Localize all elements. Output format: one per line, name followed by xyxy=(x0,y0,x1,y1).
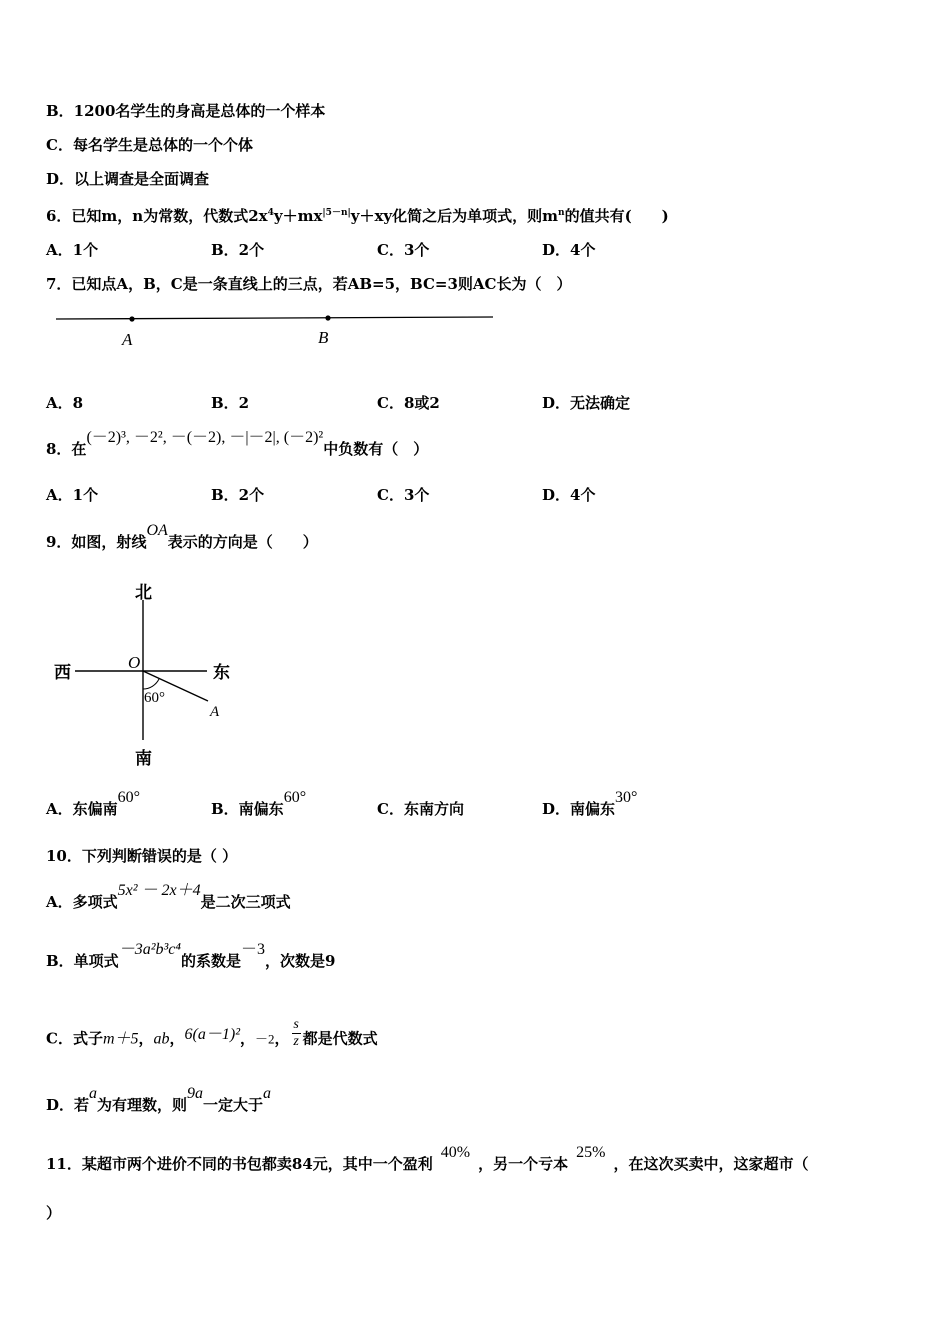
q10-d-var-a-2: a xyxy=(263,1085,272,1102)
q11-loss-percent: 25% xyxy=(576,1144,606,1161)
q7-label-b: B xyxy=(318,328,329,347)
q7-option-a: A．8 xyxy=(46,394,84,412)
q10-option-a xyxy=(46,882,291,913)
q10-a-prefix: A．多项式 xyxy=(46,893,118,911)
q9-option-b-label: B．南偏东 xyxy=(211,800,284,818)
q9-angle-label: 60° xyxy=(144,690,165,706)
q7-option-b: B．2 xyxy=(211,394,250,412)
q9-option-a-degree: 60° xyxy=(117,789,141,806)
q10-b-suffix: ，次数是9 xyxy=(264,952,336,970)
q6-exponent: |5－n| xyxy=(322,208,351,218)
q5-option-c: C．每名学生是总体的一个个体 xyxy=(46,136,253,154)
q10-d-9a: 9a xyxy=(187,1085,204,1102)
q8-prefix: 8．在 xyxy=(46,440,87,458)
q9-point-a-label: A xyxy=(210,704,220,720)
q10-a-suffix: 是二次三项式 xyxy=(200,893,291,911)
q6-option-a: A．1个 xyxy=(46,241,99,259)
q5-option-b: B．1200名学生的身高是总体的一个样本 xyxy=(46,102,326,120)
q9-option-a-label: A．东偏南 xyxy=(46,800,118,818)
q6-stem-part: y＋xy化简之后为单项式，则m xyxy=(350,207,559,225)
q9-east-label: 东 xyxy=(213,663,230,683)
q8-option-b: B．2个 xyxy=(211,486,265,504)
q10-option-b xyxy=(46,941,336,972)
q9-west-label: 西 xyxy=(54,663,71,683)
q6-stem-part: 的值共有( ) xyxy=(564,207,669,225)
q10-b-prefix: B．单项式 xyxy=(46,952,119,970)
q9-option-a xyxy=(46,789,141,820)
q10-c-numerator: s xyxy=(293,1017,299,1032)
q9-north-label: 北 xyxy=(135,583,152,603)
q8-option-c: C．3个 xyxy=(377,486,430,504)
q10-option-d xyxy=(46,1085,272,1116)
q10-b-expression: －3a²b³c⁴ xyxy=(118,941,181,958)
q5-option-d: D．以上调查是全面调查 xyxy=(46,170,210,188)
q7-point-a xyxy=(129,316,134,321)
q10-c-separator: ， xyxy=(169,1029,185,1048)
q10-c-separator: ， xyxy=(240,1029,256,1048)
q8-option-a: A．1个 xyxy=(46,486,99,504)
q9-option-b-degree: 60° xyxy=(283,789,307,806)
q9-option-d xyxy=(542,789,638,820)
q10-b-middle: 的系数是 xyxy=(180,952,241,970)
q10-c-separator: ， xyxy=(274,1029,290,1048)
q6-exponent: 4 xyxy=(267,208,274,218)
q6-exponent: n xyxy=(558,208,565,218)
q9-suffix: 表示的方向是（ ） xyxy=(167,533,318,551)
q10-c-expr-1: m＋5 xyxy=(102,1030,139,1048)
q10-stem: 10．下列判断错误的是（ ） xyxy=(46,847,238,865)
q9-option-c xyxy=(377,799,464,819)
q7-point-b xyxy=(325,315,330,320)
q6-stem-part: 6．已知m，n为常数，代数式2x xyxy=(46,207,268,225)
q10-b-coefficient: －3 xyxy=(240,941,265,958)
q6-stem-part: y＋mx xyxy=(273,207,323,225)
q8-suffix: 中负数有（ ） xyxy=(323,440,429,458)
q11-prefix: 11．某超市两个进价不同的书包都卖84元，其中一个盈利 xyxy=(46,1155,433,1173)
q10-a-expression: 5x² － 2x＋4 xyxy=(117,882,201,899)
q9-origin-label: O xyxy=(128,653,141,672)
q9-option-b xyxy=(211,789,307,820)
q10-d-prefix: D．若 xyxy=(46,1096,90,1114)
q7-option-c: C．8或2 xyxy=(377,394,440,412)
q10-d-middle: 为有理数，则 xyxy=(97,1096,188,1114)
q10-option-c xyxy=(46,1017,378,1056)
q6-option-d: D．4个 xyxy=(542,241,596,259)
q8-expression: (－2)³, －2², －(－2), －|－2|, (－2)² xyxy=(86,429,324,446)
q10-d-var-a: a xyxy=(89,1085,98,1102)
q7-line-figure xyxy=(50,305,500,350)
q11-middle: ，另一个亏本 xyxy=(478,1155,569,1173)
q10-c-separator: ， xyxy=(138,1029,154,1048)
q9-option-c-label: C．东南方向 xyxy=(377,800,464,818)
q10-c-expr-3: 6(a－1)² xyxy=(184,1025,241,1043)
q9-option-d-label: D．南偏东 xyxy=(542,800,616,818)
q9-prefix: 9．如图，射线 xyxy=(46,533,147,551)
q10-c-fraction xyxy=(292,1017,301,1050)
q11-tail: ） xyxy=(46,1204,62,1222)
q11-profit-percent: 40% xyxy=(440,1144,471,1161)
q10-c-expr-4: －2 xyxy=(255,1031,275,1047)
q11-stem xyxy=(46,1144,809,1175)
q8-option-d: D．4个 xyxy=(542,486,596,504)
q6-option-b: B．2个 xyxy=(211,241,265,259)
q10-c-suffix: 都是代数式 xyxy=(302,1029,378,1048)
q9-south-label: 南 xyxy=(135,749,152,769)
q8-stem xyxy=(46,429,429,460)
q10-c-prefix: C．式子 xyxy=(46,1029,103,1048)
q6-option-c: C．3个 xyxy=(377,241,430,259)
q7-option-d: D．无法确定 xyxy=(542,394,631,412)
q9-ray-oa: OA xyxy=(146,522,168,539)
q7-label-a: A xyxy=(122,330,133,349)
q9-compass-figure xyxy=(50,578,250,773)
q9-angle-arc xyxy=(143,679,159,689)
q7-line xyxy=(56,317,493,319)
q10-c-denominator: z xyxy=(293,1034,299,1049)
q10-d-middle-2: 一定大于 xyxy=(203,1096,264,1114)
q7-stem: 7．已知点A，B，C是一条直线上的三点，若AB=5，BC=3则AC长为（ ） xyxy=(46,275,572,293)
q11-suffix: ，在这次买卖中，这家超市（ xyxy=(613,1155,809,1173)
q9-option-d-degree: 30° xyxy=(615,789,638,806)
q10-c-expr-2: ab xyxy=(153,1030,170,1048)
q6-stem xyxy=(46,203,669,226)
q9-stem xyxy=(46,522,318,553)
